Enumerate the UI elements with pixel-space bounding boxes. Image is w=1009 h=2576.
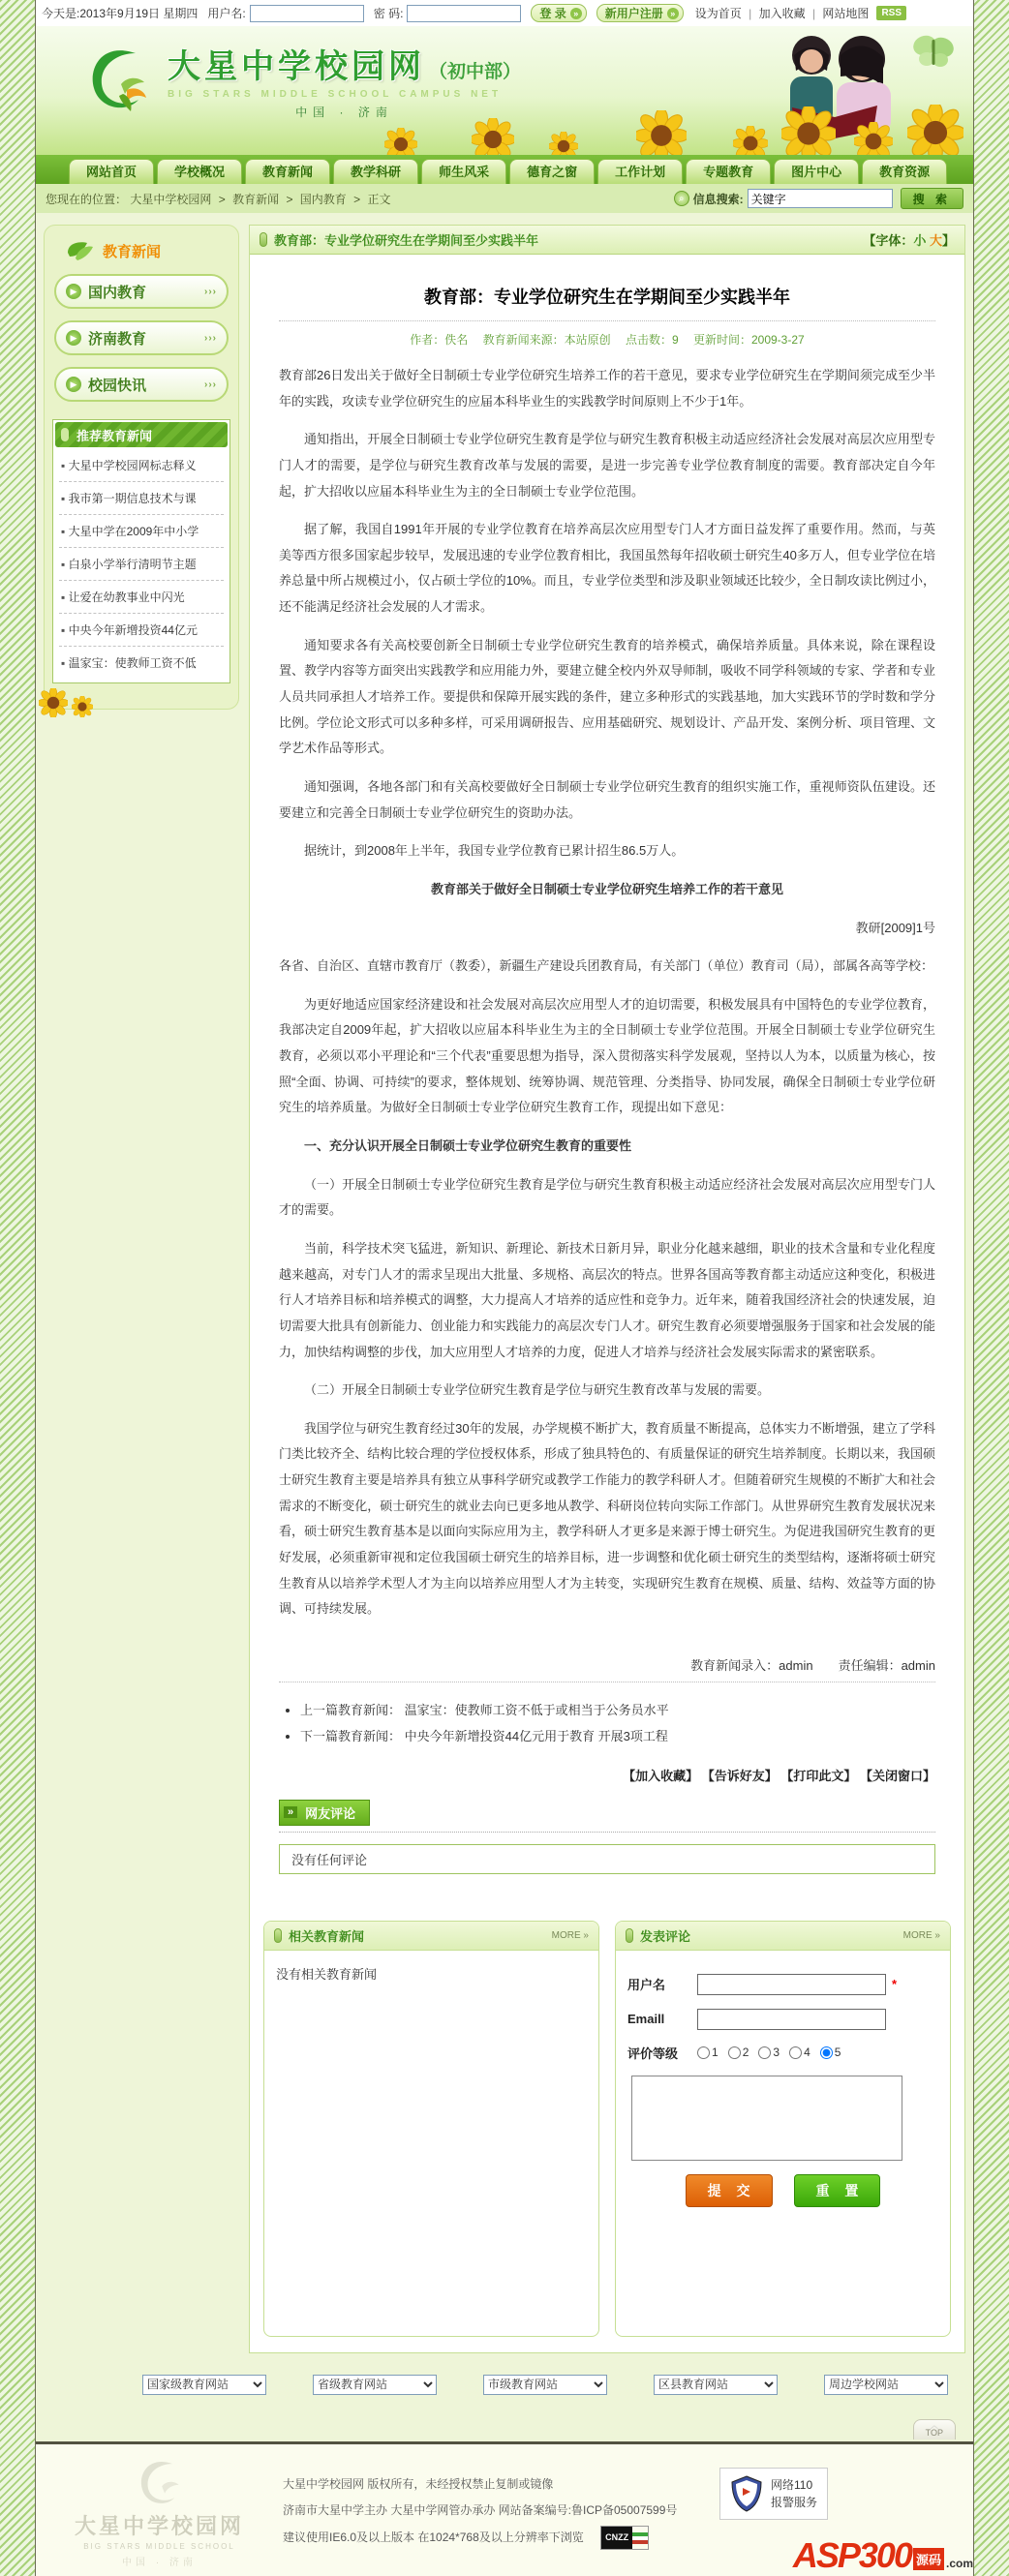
comments-button[interactable]: » 网友评论 (279, 1800, 370, 1826)
nav-tab-work-plan[interactable]: 工作计划 (597, 159, 683, 184)
nav-tab-moral-education[interactable]: 德育之窗 (509, 159, 595, 184)
footer-logo: 大星中学校园网 BIG STARS MIDDLE SCHOOL 中国 · 济南 (36, 2454, 283, 2568)
username-label: 用户名: (207, 7, 246, 20)
search-input[interactable] (748, 189, 893, 208)
article-paragraph: 通知强调，各地各部门和有关高校要做好全日制硕士专业学位研究生教育的组织实施工作，重视师资队伍建设。还要建立和完善全日制硕士专业学位研究生的资助办法。 (279, 778, 935, 820)
sidebar-item-domestic-education[interactable]: ▶ 国内教育 ››› (54, 274, 229, 309)
sunflowers-decoration (326, 103, 973, 155)
font-big-button[interactable]: 大 (929, 233, 942, 248)
nav-tab-home[interactable]: 网站首页 (69, 159, 154, 184)
register-button[interactable]: 新用户注册 » (596, 4, 684, 22)
prev-next-list (300, 1700, 935, 1744)
close-window-action[interactable]: 【关闭窗口】 (859, 1768, 935, 1783)
browser-line: 建议使用IE6.0及以上版本 在1024*768及以上分辨率下浏览 CNZZ (283, 2525, 677, 2552)
cyber-police-badge[interactable]: 网络110 报警服务 (719, 2468, 828, 2520)
nav-tab-special-education[interactable]: 专题教育 (686, 159, 771, 184)
article-paragraph: （二）开展全日制硕士专业学位研究生教育是学位与研究生教育改革与发展的需要。 (304, 1382, 771, 1398)
pill-icon (260, 232, 267, 247)
login-button[interactable]: 登 录 » (531, 4, 586, 22)
related-news-title: 相关教育新闻 (289, 1928, 365, 1944)
divider (279, 1832, 935, 1833)
recommended-news-header: 推荐教育新闻 (55, 422, 228, 447)
article-paragraph: 通知要求各有关高校要创新全日制硕士专业学位研究生教育的培养模式，确保培养质量。具体来说，除在课程设置、教学内容等方面突出实践教学和应用能力外，要建立健全校内外双导师制，吸收不同学科领域的专家、学者和专业人员共同承担人才培养工作。要提供和保障开展实践的条件，建立多种形式的实践基地，加大实践环节的学时数和学分比例。学位论文形式可以多种多样，可采用调研报告、应用基础研究、规划设计、产品开发、案例分析、项目管理、文学艺术作品等形式。 (279, 637, 935, 756)
tell-friend-action[interactable]: 【告诉好友】 (701, 1768, 778, 1783)
page (35, 0, 974, 2576)
copyright-line: 大星中学校园网 版权所有，未经授权禁止复制或镜像 (283, 2476, 554, 2491)
province-edu-sites-select[interactable] (313, 2375, 437, 2395)
breadcrumb-domestic[interactable]: 国内教育 (299, 192, 347, 206)
comment-username-input[interactable] (697, 1974, 886, 1995)
sunflower-icon (39, 688, 93, 722)
article-paragraph: 教育部26日发出关于做好全日制硕士专业学位研究生培养工作的若干意见，要求专业学位研究生在学期间须完成至少半年的实践，攻读专业学位研究生的应届本科毕业生的实践教学时间原则上不少于1年。 (279, 368, 935, 409)
pill-icon (61, 428, 69, 441)
print-action[interactable]: 【打印此文】 (780, 1768, 857, 1783)
chevron-up-icon: ︿ (930, 2420, 938, 2430)
comment-rating-label: 评价等级 (627, 2046, 679, 2061)
comment-textarea[interactable] (631, 2076, 902, 2161)
document-heading: 教育部关于做好全日制硕士专业学位研究生培养工作的若干意见 (430, 881, 783, 896)
no-comments-box: 没有任何评论 (279, 1844, 935, 1874)
site-subtitle-en: BIG STARS MIDDLE SCHOOL CAMPUS NET (168, 89, 503, 100)
nav-tab-picture-center[interactable]: 图片中心 (774, 159, 859, 184)
next-article-link[interactable]: • 下一篇教育新闻： 中央今年新增投资44亿元用于教育 开展3项工程 (300, 1726, 935, 1744)
list-item[interactable]: ▪ 白泉小学举行清明节主题 (59, 548, 224, 581)
comment-username-label: 用户名 (627, 1978, 666, 1993)
prev-article-link[interactable]: • 上一篇教育新闻： 温家宝：使教师工资不低于或相当于公务员水平 (300, 1700, 935, 1718)
section-heading: 一、充分认识开展全日制硕士专业学位研究生教育的重要性 (304, 1138, 632, 1154)
site-title-suffix: （初中部） (429, 62, 522, 82)
article-paragraph: 通知指出，开展全日制硕士专业学位研究生教育是学位与研究生教育积极主动适应经济社会发展对高层次应用型专门人才的需要，是学位与研究生教育改革与发展的需要，是进一步完善专业学位教育制度的需要。教育部决定自今年起，扩大招收以应届本科毕业生为主的全日制硕士专业学位范围。 (279, 432, 935, 499)
double-arrow-icon: » (284, 1806, 297, 1818)
article-box (249, 225, 965, 2353)
more-arrows-icon: ››› (204, 286, 217, 297)
leaf-icon (66, 239, 95, 262)
rss-badge[interactable]: RSS (876, 6, 906, 20)
comment-more-link[interactable]: MORE » (902, 1929, 940, 1941)
more-arrows-icon: ››› (204, 332, 217, 344)
top-links: 设为首页 | 加入收藏 | 网站地图 (694, 7, 870, 20)
site-location: 中国 · 济南 (295, 106, 393, 119)
list-item[interactable]: ▪ 大星中学校园网标志释义 (59, 449, 224, 482)
article-paragraph: 为更好地适应国家经济建设和社会发展对高层次应用型人才的迫切需要，积极发展具有中国特色的专业学位教育，我部决定自2009年起，扩大招收以应届本科毕业生为主的全日制硕士专业学位范围。开展全日制硕士专业学位研究生教育，必须以邓小平理论和“三个代表”重要思想为指导，深入贯彻落实科学发展观，坚持以人为本，以质量为核心，按照“全面、协调、可持续”的要求，整体规划、统筹协调、规范管理、分类指导、协同发展，确保全日制硕士专业学位研究生的培养质量。为做好全日制硕士专业学位研究生教育工作，现提出如下意见： (279, 996, 935, 1115)
cnzz-badge[interactable]: CNZZ (600, 2526, 649, 2550)
icp-line: 济南市大星中学主办 大星中学网管办承办 网站备案编号:鲁ICP备05007599号 (283, 2503, 678, 2518)
cnzz-stripes-icon (632, 2532, 648, 2544)
required-mark: * (892, 1977, 898, 1992)
nav-tab-school-overview[interactable]: 学校概况 (157, 159, 242, 184)
sidebar-item-jinan-education[interactable]: ▶ 济南教育 ››› (54, 320, 229, 355)
nav-tab-education-resources[interactable]: 教育资源 (862, 159, 947, 184)
list-item[interactable]: ▪ 中央今年新增投资44亿元 (59, 614, 224, 647)
bullet-arrow-icon: ▶ (66, 377, 81, 392)
article-paragraph: 据了解，我国自1991年开展的专业学位教育在培养高层次应用型专门人才方面日益发挥了重要作用。然而，与英美等西方很多国家起步较早，发展迅速的专业学位教育相比，我国虽然每年招收硕士研究生40多万人，但专业学位在培养总量中所占规模过小，仅占硕士学位的10%。而且，专业学位类型和涉及职业领域还比较少，全日制攻读比例过小，还不能满足经济社会发展的人才需求。 (279, 522, 935, 615)
national-edu-sites-select[interactable] (142, 2375, 266, 2395)
content-area (36, 213, 973, 2441)
username-input[interactable] (250, 5, 364, 22)
submit-button[interactable]: 提 交 (686, 2174, 773, 2207)
search-icon: ⌕ (674, 191, 689, 206)
search-label: 信息搜索: (692, 192, 744, 206)
article-paragraph: 我国学位与研究生教育经过30年的发展，办学规模不断扩大，教育质量不断提高，总体实力不断增强，建立了学科门类比较齐全、结构比较合理的学位授权体系，形成了独具特色的、有质量保证的研究生培养制度。长期以来，我国硕士研究生教育主要是培养具有独立从事科学研究或教学工作能力的教学科研人才。但随着研究生规模的不断扩大和社会需求的不断变化，硕士研究生的就业去向已更多地从教学、科研岗位转向实际工作部门。从世界研究生教育发展状况来看，硕士研究生教育基本是以面向实际应用为主，教学科研人才更多是来源于博士研究生。为促进我国研究生教育的更好发展，必须重新审视和定位我国硕士研究生的培养目标，进一步调整和优化硕士研究生的类型结构，逐渐将硕士研究生教育从以培养学术型人才为主向以培养应用型人才为主转变，实现研究生教育在规模、质量、结构、效益等方面的协调、可持续发展。 (279, 1420, 935, 1617)
nav-tab-teaching-research[interactable]: 教学科研 (333, 159, 418, 184)
arrow-icon: » (570, 8, 582, 19)
article-paragraph: （一）开展全日制硕士专业学位研究生教育是学位与研究生教育积极主动适应经济社会发展对高层次应用型专门人才的需要。 (279, 1176, 935, 1218)
bullet-arrow-icon: ▶ (66, 330, 81, 346)
related-more-link[interactable]: MORE » (551, 1929, 589, 1941)
friend-links-row (44, 2353, 965, 2405)
article-header-bar (250, 226, 964, 255)
butterfly-icon (911, 32, 956, 76)
article-meta: 作者：佚名 教育新闻来源：本站原创 点击数：9 更新时间：2009-3-27 (410, 333, 805, 347)
bullet-arrow-icon: ▶ (66, 284, 81, 299)
add-favorite-action[interactable]: 【加入收藏】 (623, 1768, 699, 1783)
list-item[interactable]: ▪ 让爱在幼教事业中闪光 (59, 581, 224, 614)
add-favorite-link[interactable]: 加入收藏 (758, 7, 806, 20)
footer (36, 2441, 973, 2576)
list-item[interactable]: ▪ 我市第一期信息技术与课 (59, 482, 224, 515)
city-edu-sites-select[interactable] (483, 2375, 607, 2395)
search-zone (674, 188, 963, 209)
font-small-button[interactable]: 小 (913, 233, 927, 248)
nav-tab-education-news[interactable]: 教育新闻 (245, 159, 330, 184)
article-paragraph: 各省、自治区、直辖市教育厅（教委），新疆生产建设兵团教育局，有关部门（单位）教育司（局），部属各高等学校： (279, 958, 934, 974)
main-nav (36, 155, 973, 184)
back-to-top-button[interactable]: ︿ TOP (913, 2419, 956, 2440)
recommended-news-box (52, 419, 230, 683)
article-paragraph: 当前，科学技术突飞猛进，新知识、新理论、新技术日新月异，职业分化越来越细，职业的技术含量和专业化程度越来越高，对专门人才的需求呈现出大批量、多规格、高层次的特点。世界各国高等教育都主动适应这种变化，积极进行人才培养目标和培养模式的调整，大力提高人才培养的适应性和竞争力。近年来，随着我国经济社会的快速发展，迫切需要大批具有创新能力、创业能力和实践能力的高层次专门人才。研究生教育必须要增强服务于国家和社会发展的能力，加快结构调整的步伐，加大应用型人才培养的力度，促进人才培养与经济社会发展实际需求的紧密联系。 (279, 1240, 935, 1359)
comment-form-panel (615, 1921, 951, 2337)
nav-tab-teacher-student[interactable]: 师生风采 (421, 159, 506, 184)
footer-text (283, 2471, 677, 2552)
site-title: 大星中学校园网 (168, 48, 425, 85)
current-date: 今天是:2013年9月19日 星期四 (42, 7, 199, 20)
document-number: 教研[2009]1号 (855, 920, 935, 935)
search-button[interactable]: 搜 索 (901, 188, 963, 209)
back-to-top-row (44, 2405, 965, 2441)
page-title: 教育部：专业学位研究生在学期间至少实践半年 (424, 288, 790, 307)
password-input[interactable] (407, 5, 521, 22)
related-news-empty: 没有相关教育新闻 (276, 1966, 378, 1982)
entry-editor-line: 教育新闻录入：admin 责任编辑：admin (690, 1657, 935, 1673)
list-item[interactable]: ▪ 大星中学在2009年中小学 (59, 515, 224, 548)
rating-radio-group: 1 2 3 4 5 (697, 2046, 848, 2059)
sidebar-section-title: 教育新闻 (103, 243, 162, 260)
topbar (36, 0, 973, 26)
comment-email-input[interactable] (697, 2009, 886, 2030)
divider (279, 320, 935, 321)
pill-icon (274, 1928, 282, 1943)
logo-swirl-icon (82, 40, 154, 117)
breadcrumb: 您现在的位置： 大星中学校园网 > 教育新闻 > 国内教育 > 正文 (46, 192, 391, 206)
more-arrows-icon: ››› (204, 379, 217, 390)
sidebar (44, 225, 239, 710)
reset-button[interactable]: 重 置 (794, 2174, 881, 2207)
breadcrumb-news[interactable]: 教育新闻 (232, 192, 280, 206)
article-paragraph: 据统计，到2008年上半年，我国专业学位教育已累计招生86.5万人。 (304, 843, 685, 859)
set-homepage-link[interactable]: 设为首页 (694, 7, 742, 20)
sidebar-item-campus-news[interactable]: ▶ 校园快讯 ››› (54, 367, 229, 402)
shield-icon (730, 2474, 763, 2513)
arrow-icon: » (667, 8, 679, 19)
related-news-panel (263, 1921, 599, 2337)
district-edu-sites-select[interactable] (654, 2375, 778, 2395)
sitemap-link[interactable]: 网站地图 (822, 7, 870, 20)
password-label: 密 码: (373, 7, 404, 20)
logo-swirl-icon (134, 2454, 186, 2510)
article-actions (279, 1766, 935, 1784)
comment-form-title: 发表评论 (640, 1928, 691, 1944)
font-size-control: 【字体：小 大】 (863, 233, 955, 248)
nearby-school-sites-select[interactable] (824, 2375, 948, 2395)
banner (36, 26, 973, 155)
comment-email-label: Emaill (627, 2012, 665, 2027)
list-item[interactable]: ▪ 温家宝：使教师工资不低 (59, 647, 224, 679)
article-bar-title: 教育部：专业学位研究生在学期间至少实践半年 (274, 233, 539, 248)
breadcrumb-home[interactable]: 大星中学校园网 (130, 192, 212, 206)
asp300-watermark: ASP300 源码 .com (792, 2534, 973, 2575)
breadcrumb-bar (36, 184, 973, 213)
breadcrumb-current: 正文 (367, 192, 391, 206)
pill-icon (626, 1928, 633, 1943)
